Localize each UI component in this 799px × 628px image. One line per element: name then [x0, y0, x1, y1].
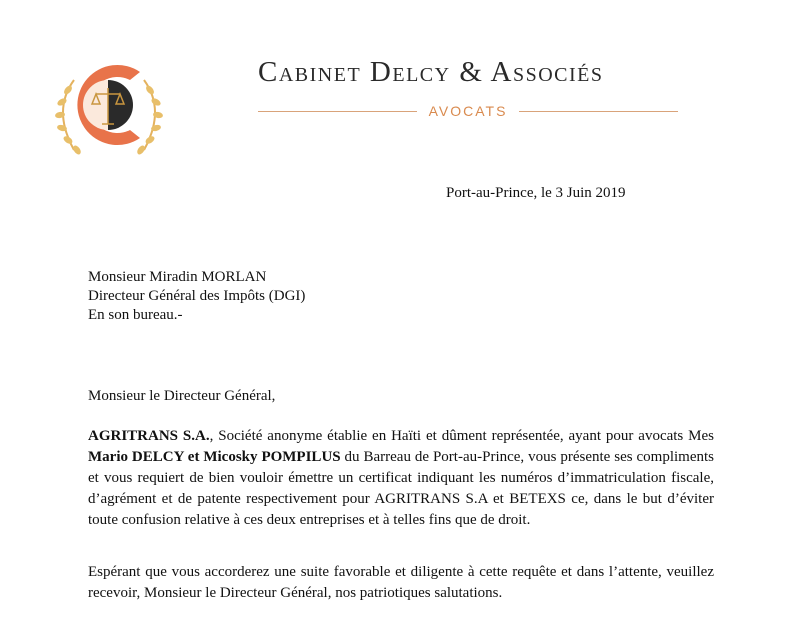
- firm-logo-icon: [44, 40, 174, 165]
- company-name: AGRITRANS S.A.: [88, 428, 210, 444]
- firm-name: Cabinet Delcy & Associés: [258, 56, 604, 88]
- body-paragraph-1: [88, 426, 714, 531]
- recipient-name: Monsieur Miradin MORLAN: [88, 269, 267, 285]
- p1-text-a: , Société anonyme établie en Haïti et dûment représentée, ayant pour avocats Mes: [209, 428, 714, 444]
- p1-text-b: du Barreau de Port-au-Prince, vous présente ses compliments et vous requiert de bien vouloir émettre un certificat indiquant les numéros d’immatriculation fiscale, d’agrément et de patente respectivement pour AGRITRANS S.A et BETEXS ce, dans le but d’éviter toute confusion relative à ces deux entreprises et à telles fins que de droit.: [88, 449, 715, 528]
- salutation: Monsieur le Directeur Général,: [88, 388, 276, 404]
- lawyer-names: Mario DELCY et Micosky POMPILUS: [88, 449, 341, 465]
- dateline: Port-au-Prince, le 3 Juin 2019: [446, 185, 626, 201]
- recipient-title: Directeur Général des Impôts (DGI): [88, 288, 306, 304]
- recipient-block: [88, 268, 305, 325]
- firm-subtitle: AVOCATS: [428, 103, 508, 119]
- recipient-location: En son bureau.-: [88, 307, 183, 323]
- body-paragraph-2: Espérant que vous accorderez une suite favorable et diligente à cette requête et dans l’attente, veuillez recevoir, Monsieur le Directeur Général, nos patriotiques salutations.: [88, 564, 714, 601]
- divider-right: [519, 111, 678, 112]
- firm-subtitle-row: [258, 101, 678, 121]
- divider-left: [258, 111, 417, 112]
